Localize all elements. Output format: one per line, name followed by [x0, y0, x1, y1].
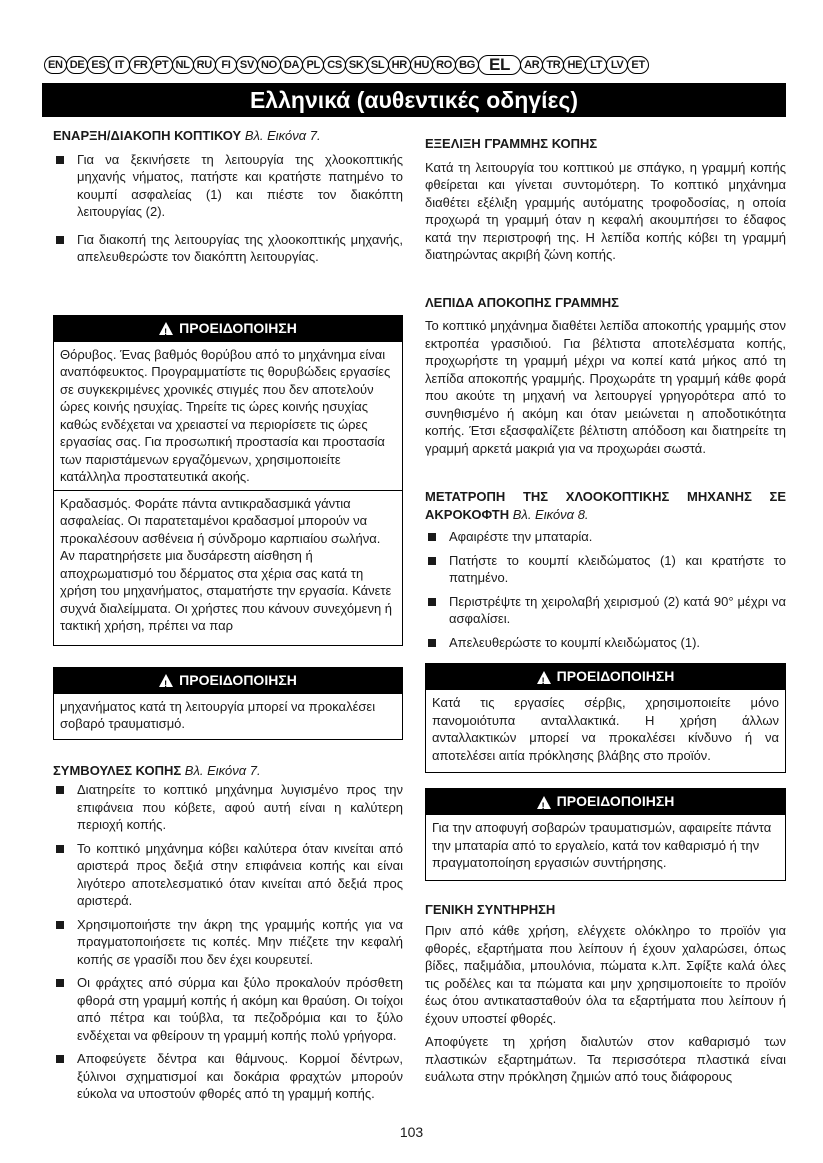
language-tab-fr: FR — [129, 56, 151, 74]
warning-header: ! ΠΡΟΕΙΔΟΠΟΙΗΣΗ — [426, 789, 785, 815]
warning-triangle-icon — [537, 671, 551, 684]
list-item: Για να ξεκινήσετε τη λειτουργία της χλοοκοπτικής μηχανής νήματος, πατήστε και κρατήστε πατημένο το κουμπί ασφαλείας (1) και πιέστε τον διακόπτη λειτουργίας (2). — [53, 151, 403, 221]
language-tab-de: DE — [66, 56, 89, 74]
list-item: Διατηρείτε το κοπτικό μηχάνημα λυγισμένο προς την επιφάνεια που κόβετε, αφού αυτή είναι η καλύτερη περιοχή κοπής. — [53, 781, 403, 834]
language-tab-ar: AR — [520, 56, 543, 74]
warning-text: Για την αποφυγή σοβαρών τραυματισμών, αφαιρείτε πάντα την μπαταρία από το εργαλείο, κατά τον καθαρισμό ή την πραγματοποίηση εργασιών συντήρησης. — [432, 820, 772, 870]
section-cutting-tips — [53, 762, 403, 1103]
paragraph: Το κοπτικό μηχάνημα διαθέτει λεπίδα αποκοπής γραμμής στον εκτροπέα γρασιδιού. Για βέλτιστα αποτελέσματα κοπής, προχωρήστε τη γραμμή μέχρι να κοπεί κατά μήκος από τη λεπίδα αποκοπής γραμμής. Προχωράτε τη γραμμή κάθε φορά που ακούτε τη μηχανή να λειτουργεί γρηγορότερα από το συνηθισμένο ή ακόμη και όταν μειώνεται η αποδοτικότητα κοπής. Έτσι εξασφαλίζετε βέλτιστη απόδοση και διατηρείτε τη γραμμή αρκετά μακριά για να προχωράει σωστά. — [425, 318, 786, 456]
language-tab-da: DA — [280, 56, 303, 74]
paragraph: Πριν από κάθε χρήση, ελέγχετε ολόκληρο το προϊόν για φθορές, εξαρτήματα που λείπουν ή έχουν χαλαρώσει, όπως βίδες, παξιμάδια, μπουλόνια, πώματα κ.λπ. Σφίξτε καλά όλες τις ροδέλες και τα πώματα και μην χρησιμοποιείτε το προϊόν έως ότου αντικατασταθούν όλα τα εξαρτήματα που λείπουν ή έχουν υποστεί φθορές. — [425, 923, 786, 1026]
language-tab-pl: PL — [302, 56, 324, 74]
warning-header: ! ΠΡΟΕΙΔΟΠΟΙΗΣΗ — [54, 316, 402, 342]
paragraph: Κατά τη λειτουργία του κοπτικού με σπάγκο, η γραμμή κοπής φθείρεται και γίνεται συντομότερη. Το κοπτικό μηχάνημα διαθέτει εξέλιξη γραμμής αυτόματης τροφοδοσίας, η οποία προχωρά τη γραμμή όταν η κεφαλή ακουμπήσει το έδαφος κατά την περιστροφή της. Η λεπίδα κοπής κόβει τη γραμμή διατηρώντας ακριβή ζώνη κοπής. — [425, 159, 786, 262]
language-tab-sl: SL — [367, 56, 389, 74]
language-tab-hu: HU — [410, 56, 433, 74]
language-tab-ro: RO — [432, 56, 456, 74]
language-tab-it: IT — [108, 56, 130, 74]
list-item: Χρησιμοποιήστε την άκρη της γραμμής κοπής για να πραγματοποιήσετε τις κοπές. Μην πιέζετε την κεφαλή κοπής σε γρασίδι που δεν έχει κουρευτεί. — [53, 916, 403, 969]
language-tab-ru: RU — [193, 56, 216, 74]
warning-text-noise: Θόρυβος. Ένας βαθμός θορύβου από το μηχάνημα είναι αναπόφευκτος. Προγραμματίστε τις θορυβώδεις εργασίες σε συγκεκριμένες χρονικές στιγμές που δεν αποτελούν ώρες κοινής ησυχίας. Τηρείτε τις ώρες κοινής ησυχίας καθώς ενδέχεται να χρειαστεί να περιορίσετε τις ώρες εργασίας σας. Για προσωπική προστασία και προστασία των παριστάμενων εργαζόμενων, χρησιμοποιείτε κατάλληλα προστατευτικά ακοής. — [60, 346, 391, 484]
warning-header: ! ΠΡΟΕΙΔΟΠΟΙΗΣΗ — [426, 664, 785, 690]
section-heading: ΜΕΤΑΤΡΟΠΗ ΤΗΣ ΧΛΟΟΚΟΠΤΙΚΗΣ ΜΗΧΑΝΗΣ ΣΕ ΑΚΡΟΚΟΦΤΗ Βλ. Εικόνα 8. — [425, 489, 786, 522]
warning-text-vibration: Κραδασμός. Φοράτε πάντα αντικραδασμικά γάντια ασφαλείας. Οι παρατεταμένοι κραδασμοί μπορούν να προκαλέσουν ασθένεια ή σύνδρομο καρπιαίου σωλήνα. Αν παρατηρήσετε μια δυσάρεστη αίσθηση ή αποχρωματισμό του δέρματος στα χέρια σας κατά τη χρήση του μηχανήματος, σταματήστε την εργασία. Κάνετε συχνά διαλείμματα. Οι χρήστες που κάνουν συνεχόμενη ή τακτική χρήση, πρέπει να παρ — [54, 490, 402, 645]
list-item: Για διακοπή της λειτουργίας της χλοοκοπτικής μηχανής, απελευθερώστε τον διακόπτη λειτουργίας. — [53, 231, 403, 266]
page-number: 103 — [399, 1124, 424, 1140]
warning-header: ! ΠΡΟΕΙΔΟΠΟΙΗΣΗ — [54, 668, 402, 694]
language-tab-lt: LT — [585, 56, 607, 74]
list-item: Περιστρέψτε τη χειρολαβή χειρισμού (2) κατά 90° μέχρι να ασφαλίσει. — [425, 593, 786, 628]
paragraph: Αποφύγετε τη χρήση διαλυτών στον καθαρισμό των πλαστικών εξαρτημάτων. Τα περισσότερα πλαστικά είναι ευάλωτα στην πρόκληση ζημιών από τους διάφορους — [425, 1034, 786, 1084]
language-tab-he: HE — [563, 56, 586, 74]
warning-text: μηχανήματος κατά τη λειτουργία μπορεί να προκαλέσει σοβαρό τραυματισμό. — [60, 698, 376, 731]
language-tab-cs: CS — [323, 56, 346, 74]
list-item: Οι φράχτες από σύρμα και ξύλο προκαλούν πρόσθετη φθορά στη γραμμή κοπής ή ακόμη και θραύση. Οι τοίχοι από πέτρα και τούβλα, τα πεζοδρόμια και το ξύλο ενδέχεται να φθείρουν τη γραμμή κοπής πολύ γρήγορα. — [53, 974, 403, 1044]
language-tab-sk: SK — [345, 56, 368, 74]
section-general-maintenance — [425, 901, 786, 1086]
language-tab-sv: SV — [236, 56, 258, 74]
language-tab-no: NO — [257, 56, 281, 74]
warning-triangle-icon — [159, 322, 173, 335]
list-item: Πατήστε το κουμπί κλειδώματος (1) και κρατήστε το πατημένο. — [425, 552, 786, 587]
language-tabs — [44, 55, 784, 75]
warning-triangle-icon — [537, 796, 551, 809]
section-edger-conversion — [425, 488, 786, 651]
warning-triangle-icon — [159, 674, 173, 687]
language-tab-nl: NL — [172, 56, 194, 74]
language-tab-bg: BG — [455, 56, 479, 74]
section-heading: ΛΕΠΙΔΑ ΑΠΟΚΟΠΗΣ ΓΡΑΜΜΗΣ — [425, 294, 619, 310]
warning-box-battery-removal — [425, 788, 786, 881]
language-tab-el: EL — [478, 55, 521, 75]
section-heading: ΕΝΑΡΞΗ/ΔΙΑΚΟΠΗ ΚΟΠΤΙΚΟΥ Βλ. Εικόνα 7. — [53, 128, 321, 143]
language-tab-pt: PT — [151, 56, 173, 74]
section-start-stop — [53, 127, 403, 266]
section-heading: ΓΕΝΙΚΗ ΣΥΝΤΗΡΗΣΗ — [425, 901, 556, 917]
list-item: Αφαιρέστε την μπαταρία. — [425, 528, 786, 546]
language-tab-tr: TR — [542, 56, 564, 74]
list-item: Απελευθερώστε το κουμπί κλειδώματος (1). — [425, 634, 786, 652]
language-tab-es: ES — [87, 56, 109, 74]
right-column — [425, 127, 786, 1086]
left-column — [53, 127, 403, 1103]
warning-box-operation — [53, 667, 403, 740]
warning-box-spare-parts — [425, 663, 786, 773]
section-line-advance — [425, 135, 786, 264]
warning-text: Κατά τις εργασίες σέρβις, χρησιμοποιείτε μόνο πανομοιότυπα ανταλλακτικά. Η χρήση άλλων ανταλλακτικών μπορεί να προκαλέσει κίνδυνο ή να αποτελέσει αιτία πρόκλησης βλάβης στο προϊόν. — [432, 695, 779, 763]
section-heading: ΕΞΕΛΙΞΗ ΓΡΑΜΜΗΣ ΚΟΠΗΣ — [425, 136, 598, 151]
warning-box-noise-vibration — [53, 315, 403, 646]
list-item: Αποφεύγετε δέντρα και θάμνους. Κορμοί δέντρων, ξύλινοι σχηματισμοί και δοκάρια φραχτών μπορούν εύκολα να υποστούν φθορές από τη γραμμή κοπής. — [53, 1050, 403, 1103]
section-heading: ΣΥΜΒΟΥΛΕΣ ΚΟΠΗΣ Βλ. Εικόνα 7. — [53, 762, 261, 778]
language-tab-hr: HR — [388, 56, 411, 74]
language-tab-et: ET — [627, 56, 649, 74]
language-tab-en: EN — [44, 56, 67, 74]
language-tab-fi: FI — [215, 56, 237, 74]
page-title: Ελληνικά (αυθεντικές οδηγίες) — [42, 83, 786, 117]
list-item: Το κοπτικό μηχάνημα κόβει καλύτερα όταν κινείται από αριστερά προς δεξιά στην επιφάνεια κοπής και είναι λιγότερο αποτελεσματικό όταν κινείται από δεξιά προς αριστερά. — [53, 840, 403, 910]
language-tab-lv: LV — [606, 56, 628, 74]
section-cutoff-blade — [425, 294, 786, 458]
